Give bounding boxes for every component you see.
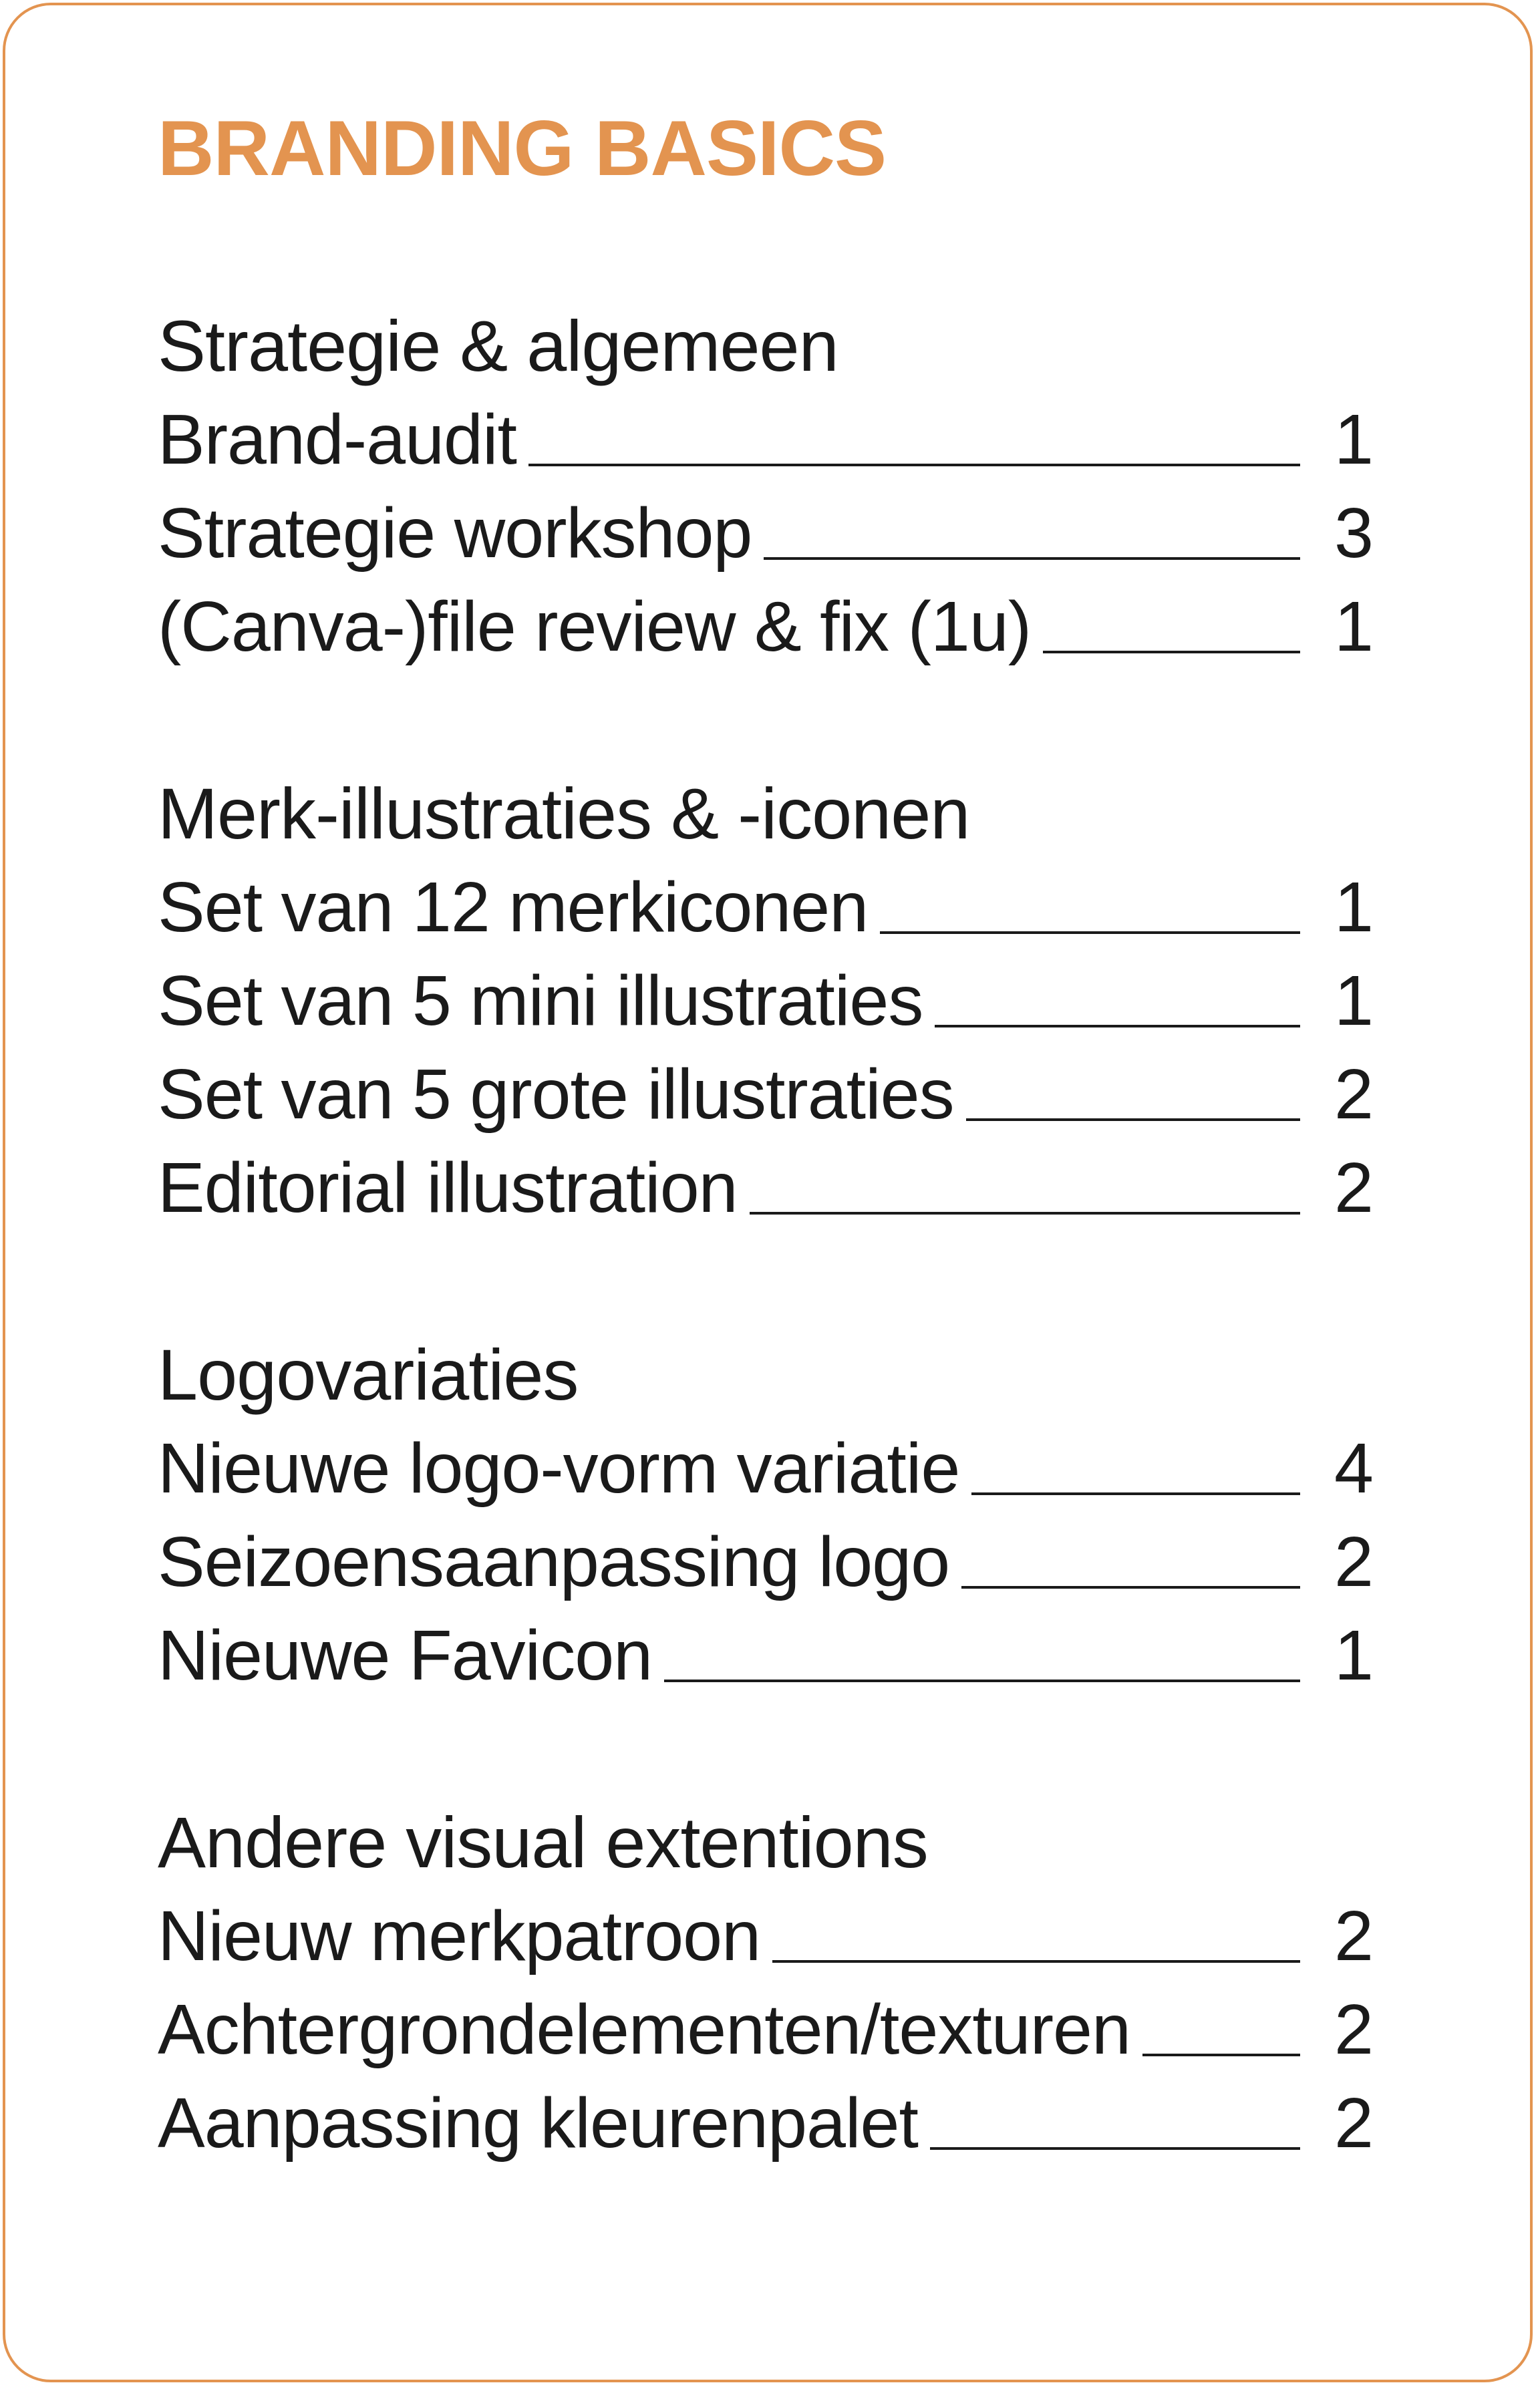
- item-value: 1: [1334, 961, 1373, 1040]
- section-visual-extentions: [158, 1796, 1374, 2170]
- item-label: Nieuw merkpatroon: [158, 1897, 761, 1975]
- item-label: Nieuwe Favicon: [158, 1616, 653, 1695]
- list-item: [158, 2076, 1374, 2170]
- leader-line: [528, 464, 1300, 466]
- section-heading: Logovariaties: [158, 1334, 579, 1415]
- item-label: (Canva-)file review & fix (1u): [158, 587, 1032, 666]
- item-label: Aanpassing kleurenpalet: [158, 2084, 918, 2163]
- list-item: [158, 486, 1374, 580]
- item-value: 1: [1334, 587, 1373, 666]
- leader-line: [764, 557, 1300, 560]
- card-title: BRANDING BASICS: [158, 104, 887, 192]
- leader-line: [1043, 651, 1300, 653]
- list-item: [158, 393, 1374, 486]
- leader-line: [966, 1118, 1300, 1121]
- item-value: 2: [1334, 1990, 1373, 2069]
- list-item: [158, 1422, 1374, 1515]
- item-label: Seizoensaanpassing logo: [158, 1523, 950, 1601]
- item-value: 1: [1334, 868, 1373, 947]
- section-heading: Andere visual extentions: [158, 1802, 928, 1883]
- section-heading: Strategie & algemeen: [158, 305, 838, 386]
- item-label: Achtergrondelementen/texturen: [158, 1990, 1130, 2069]
- section-strategie: [158, 299, 1374, 673]
- item-value: 2: [1334, 2084, 1373, 2163]
- item-label: Set van 12 merkiconen: [158, 868, 869, 947]
- list-item: [158, 1141, 1374, 1235]
- leader-line: [961, 1586, 1300, 1589]
- item-label: Set van 5 mini illustraties: [158, 961, 923, 1040]
- leader-line: [772, 1960, 1300, 1963]
- section-merk-illustraties: [158, 767, 1374, 1235]
- leader-line: [1142, 2054, 1300, 2056]
- section-heading: Merk-illustraties & -iconen: [158, 773, 970, 854]
- leader-line: [880, 931, 1300, 934]
- item-label: Set van 5 grote illustraties: [158, 1055, 954, 1134]
- list-item: [158, 1048, 1374, 1141]
- item-label: Nieuwe logo-vorm variatie: [158, 1429, 960, 1508]
- item-value: 3: [1334, 494, 1373, 573]
- leader-line: [935, 1025, 1300, 1027]
- item-label: Strategie workshop: [158, 494, 752, 573]
- list-item: [158, 860, 1374, 954]
- item-value: 1: [1334, 1616, 1373, 1695]
- item-value: 2: [1334, 1148, 1373, 1227]
- list-item: [158, 1609, 1374, 1702]
- item-label: Brand-audit: [158, 400, 517, 479]
- item-value: 2: [1334, 1523, 1373, 1601]
- leader-line: [664, 1680, 1300, 1682]
- item-label: Editorial illustration: [158, 1148, 738, 1227]
- leader-line: [971, 1492, 1300, 1495]
- list-item: [158, 580, 1374, 673]
- item-value: 2: [1334, 1055, 1373, 1134]
- leader-line: [750, 1212, 1300, 1215]
- item-value: 4: [1334, 1429, 1373, 1508]
- list-item: [158, 1983, 1374, 2076]
- leader-line: [930, 2147, 1300, 2150]
- section-logovariaties: [158, 1328, 1374, 1702]
- list-item: [158, 954, 1374, 1048]
- list-item: [158, 1515, 1374, 1609]
- item-value: 2: [1334, 1897, 1373, 1975]
- item-value: 1: [1334, 400, 1373, 479]
- list-item: [158, 1889, 1374, 1983]
- branding-basics-card: [3, 3, 1533, 2382]
